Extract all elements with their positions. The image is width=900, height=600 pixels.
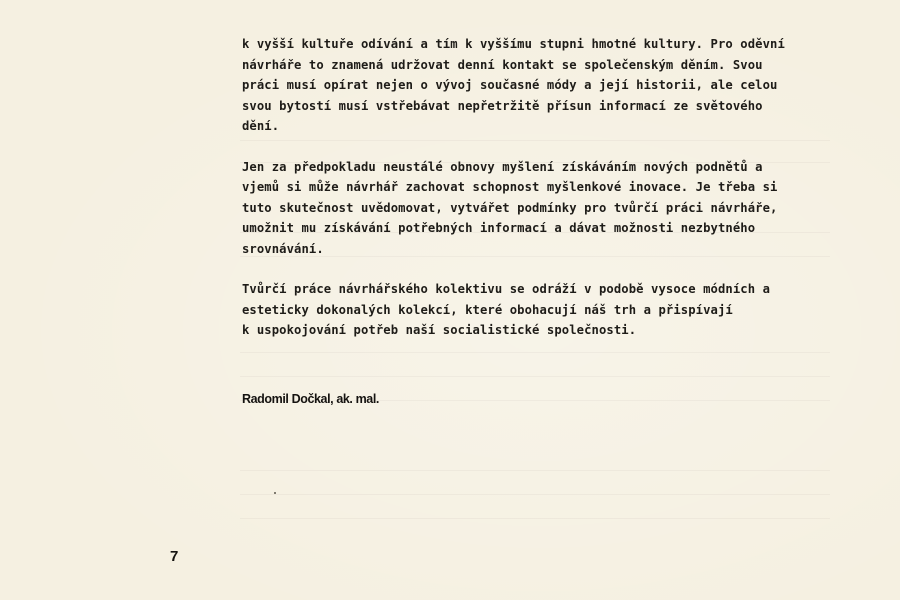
text-line: srovnávání.: [242, 241, 324, 256]
body-text: [242, 34, 842, 361]
text-line: práci musí opírat nejen o vývoj současné módy a její historii, ale celou: [242, 78, 778, 92]
text-line: Jen za předpokladu neustálé obnovy myšlení získáváním nových podnětů a: [242, 159, 763, 174]
paragraph-1: [242, 34, 842, 137]
text-line: Tvůrčí práce návrhářského kolektivu se odráží v podobě vysoce módních a: [242, 282, 771, 296]
text-line: k uspokojování potřeb naší socialistické společnosti.: [242, 323, 637, 337]
text-line: esteticky dokonalých kolekcí, které obohacují náš trh a přispívají: [242, 302, 733, 317]
text-line: návrháře to znamená udržovat denní kontakt se společenským děním. Svou: [242, 57, 763, 72]
author-signature: Radomil Dočkal, ak. mal.: [242, 392, 379, 406]
text-line: umožnit mu získávání potřebných informací a dávat možnosti nezbytného: [242, 221, 756, 235]
text-line: tuto skutečnost uvědomovat, vytvářet podmínky pro tvůrčí práci návrháře,: [242, 200, 778, 215]
paper-speck: [274, 492, 276, 494]
text-line: svou bytostí musí vstřebávat nepřetržitě přísun informací ze světového: [242, 98, 763, 113]
paragraph-3: [242, 279, 842, 341]
text-line: k vyšší kultuře odívání a tím k vyššímu stupni hmotné kultury. Pro oděvní: [242, 37, 785, 51]
text-line: dění.: [242, 119, 280, 133]
paragraph-2: [242, 157, 842, 260]
page-number: 7: [170, 548, 179, 565]
text-line: vjemů si může návrhář zachovat schopnost myšlenkové inovace. Je třeba si: [242, 180, 778, 194]
